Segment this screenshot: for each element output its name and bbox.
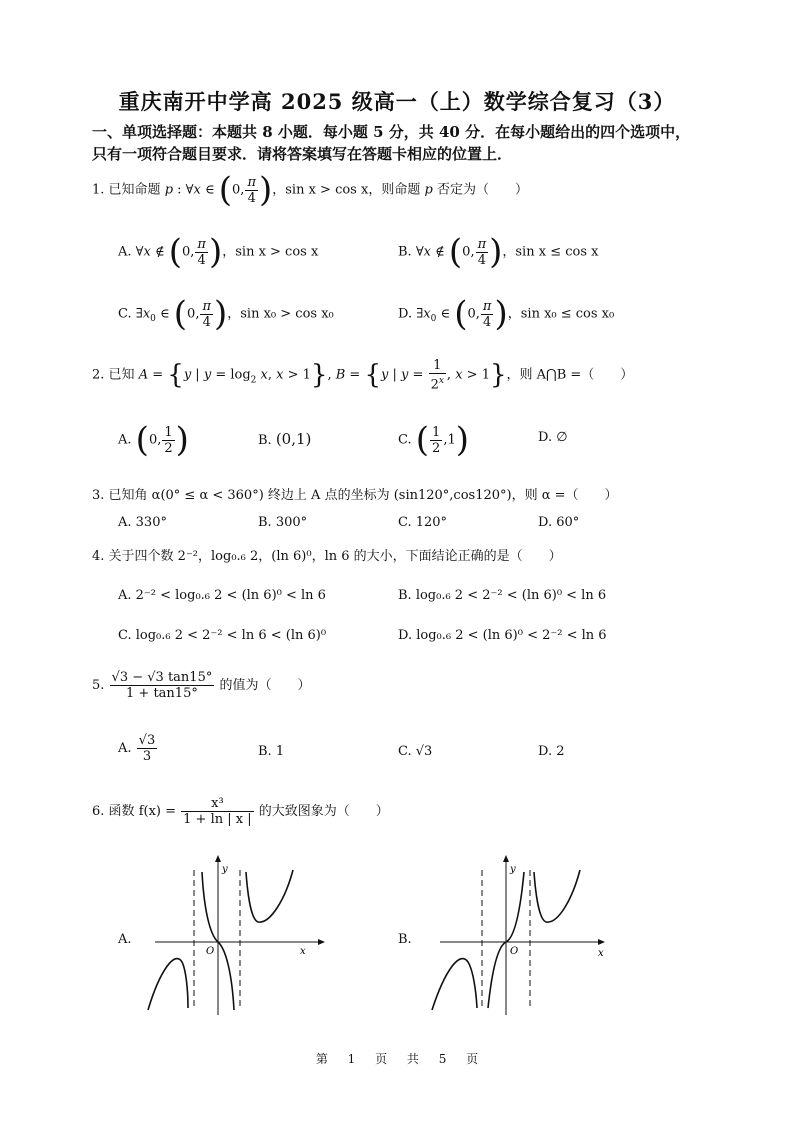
- fraction-denominator: 1 + ln | x |: [183, 812, 252, 827]
- y-axis-arrow: [215, 855, 221, 862]
- question-number: 2.: [92, 367, 105, 383]
- question-3: [92, 484, 618, 503]
- question-stem: 函数: [108, 804, 135, 819]
- origin-label: O: [510, 946, 519, 957]
- option-text: (0,1): [275, 430, 312, 448]
- question-stem: 已知命题: [108, 182, 161, 198]
- question-number: 6.: [92, 804, 105, 819]
- question-6: [92, 796, 389, 827]
- curve-left-branch: [148, 959, 188, 1010]
- origin-label: O: [206, 946, 215, 957]
- q6-option-a-label: A.: [118, 932, 132, 947]
- q2-option-a: A. (0, $\frac{1}{2}$ ): [118, 420, 189, 460]
- option-text: ，sin x > cos x: [222, 244, 319, 260]
- option-text: ，sin x₀ ≤ cos x₀: [507, 306, 615, 322]
- q4-option-c: C. log₀.₆ 2 < 2⁻² < ln 6 < (ln 6)⁰: [118, 628, 327, 643]
- option-label: D.: [398, 306, 413, 322]
- option-label: C.: [398, 432, 412, 448]
- q6-graph-a: [140, 850, 330, 1020]
- q1-option-b: B. ∀x ∉ (0, $\frac{\pi}{4}$ )，sin x ≤ cos x: [398, 232, 599, 272]
- q1-option-d: D. $\exists x_0$ ∈ (0, $\frac{\pi}{4}$ )，sin x₀ ≤ cos x₀: [398, 294, 615, 334]
- question-number: 4.: [92, 549, 105, 564]
- fraction-numerator: x³: [181, 796, 253, 812]
- question-stem: 已知: [108, 367, 135, 383]
- fraction-denominator: 1 + tan15°: [126, 686, 198, 701]
- option-label: B.: [398, 244, 412, 260]
- option-label: A.: [118, 741, 132, 756]
- q5-option-d: D. 2: [538, 744, 565, 759]
- question-number: 3.: [92, 488, 105, 503]
- q6-graph-b: [420, 850, 610, 1020]
- question-number: 1.: [92, 182, 105, 198]
- question-stem-end: 否定为（ ）: [436, 182, 528, 198]
- q1-option-a: A. ∀x ∉ (0, $\frac{\pi}{4}$ )，sin x > cos x: [118, 232, 319, 272]
- page-title: 重庆南开中学高 2025 级高一（上）数学综合复习（3）: [118, 89, 676, 114]
- q4-option-b: B. log₀.₆ 2 < 2⁻² < (ln 6)⁰ < ln 6: [398, 588, 607, 603]
- y-axis-label: y: [222, 864, 228, 875]
- fraction-numerator: √3: [138, 733, 156, 748]
- option-label: A.: [118, 432, 132, 448]
- q3-option-a: A. 330°: [118, 515, 167, 530]
- q3-option-b: B. 300°: [258, 515, 308, 530]
- question-stem: 关于四个数 2⁻²，log₀.₆ 2，(ln 6)⁰，ln 6 的大小，下面结论正确的是（ ）: [108, 549, 562, 564]
- q4-option-a: A. 2⁻² < log₀.₆ 2 < (ln 6)⁰ < ln 6: [118, 588, 326, 603]
- option-label: C.: [118, 306, 132, 322]
- q4-option-d: D. log₀.₆ 2 < (ln 6)⁰ < 2⁻² < ln 6: [398, 628, 607, 643]
- option-text: ，sin x₀ > cos x₀: [227, 306, 334, 322]
- question-4: [92, 545, 562, 564]
- q2-option-c: C. ( $\frac{1}{2}$ ,1): [398, 420, 469, 460]
- y-axis-arrow: [503, 855, 509, 862]
- curve-right-branch: [246, 870, 293, 922]
- question-stem-end: ，则 A⋂B =（ ）: [506, 367, 634, 383]
- question-stem: 已知角 α(0° ≤ α < 360°) 终边上 A 点的坐标为 (sin120°,cos120°)，则 α =（ ）: [108, 488, 618, 503]
- option-text: ∅: [556, 430, 568, 445]
- option-label: A.: [118, 244, 132, 260]
- q6-option-b-label: B.: [398, 932, 412, 947]
- question-stem-sin: ，sin x > cos x，则命题: [272, 182, 421, 198]
- fraction-numerator: √3 − √3 tan15°: [111, 670, 213, 685]
- q5-option-b: B. 1: [258, 744, 285, 759]
- x-axis-label: x: [598, 948, 604, 959]
- fraction-denominator: 3: [142, 749, 152, 764]
- x-axis-label: x: [300, 946, 306, 957]
- function-name: f(x) =: [138, 804, 177, 819]
- option-text: ，sin x ≤ cos x: [502, 244, 599, 260]
- curve-right-branch: [534, 870, 580, 922]
- question-2: 2. 已知 A = {y | $y = \log_2 x$, x > 1}, B = {y | y = $\frac{1}{2^x}$ , x > 1}，则 A⋂B =（ ）: [92, 358, 634, 393]
- q5-option-a: [118, 733, 158, 764]
- option-label: B.: [258, 433, 272, 448]
- y-axis-label: y: [510, 864, 516, 875]
- question-1: 1. 已知命题 p : ∀x ∈ (0, $\frac{\pi}{4}$ )，sin x > cos x，则命题 p 否定为（ ）: [92, 170, 528, 210]
- q2-option-b: [258, 430, 311, 448]
- x-axis-arrow: [318, 939, 325, 945]
- question-stem: 的值为（ ）: [219, 678, 311, 693]
- question-5: [92, 670, 311, 701]
- curve-left-branch: [432, 959, 477, 1010]
- page-footer: 第 1 页 共 5 页: [315, 1052, 479, 1066]
- q3-option-c: C. 120°: [398, 515, 448, 530]
- section-heading-line1: 一、单项选择题：本题共 8 小题．每小题 5 分，共 40 分．在每小题给出的四个选项中，: [92, 123, 691, 141]
- q2-option-d: [538, 430, 568, 445]
- question-number: 5.: [92, 678, 105, 693]
- option-label: D.: [538, 430, 553, 445]
- q3-option-d: D. 60°: [538, 515, 580, 530]
- x-axis-arrow: [598, 939, 605, 945]
- q5-option-c: C. √3: [398, 744, 433, 759]
- question-stem-end: 的大致图象为（ ）: [258, 804, 389, 819]
- section-heading-line2: 只有一项符合题目要求．请将答案填写在答题卡相应的位置上．: [92, 145, 513, 163]
- q1-option-c: C. $\exists x_0$ ∈ (0, $\frac{\pi}{4}$ )，sin x₀ > cos x₀: [118, 294, 334, 334]
